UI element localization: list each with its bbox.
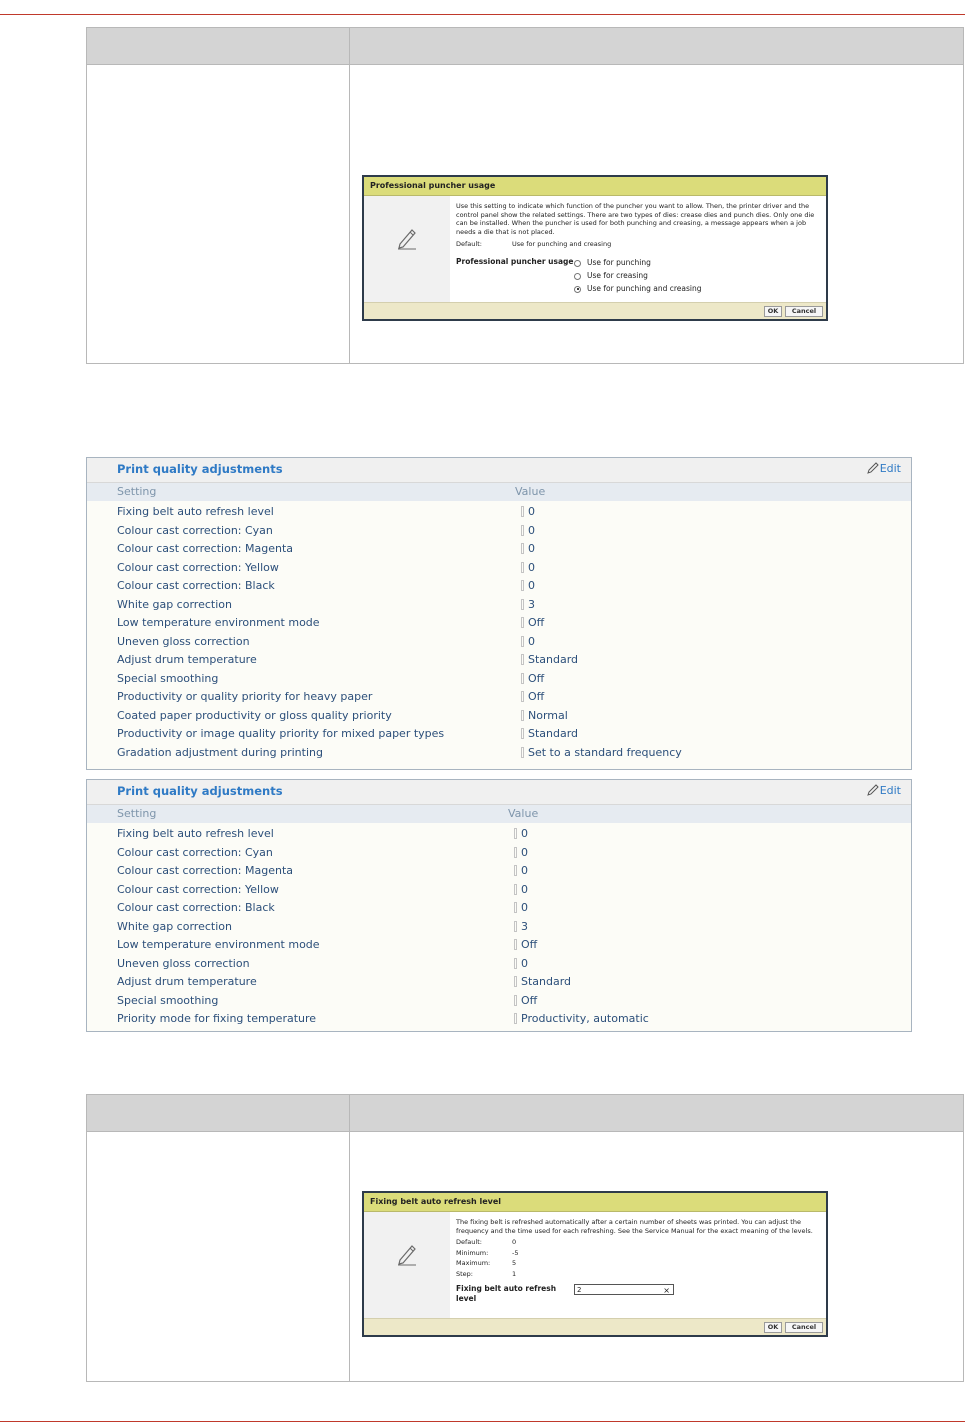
setting-value: 0 (514, 846, 528, 859)
setting-name: Coated paper productivity or gloss quality priority (117, 708, 392, 722)
setting-value: 0 (514, 957, 528, 970)
setting-value: Off (521, 616, 544, 629)
setting-value: Off (521, 672, 544, 685)
doc-table-2 (86, 1094, 964, 1382)
setting-value: 0 (514, 901, 528, 914)
table-row (87, 992, 911, 1011)
table-row (87, 688, 911, 707)
setting-value: Normal (521, 709, 568, 722)
edit-button[interactable]: Edit (866, 461, 901, 475)
table-row (87, 725, 911, 744)
setting-name: Colour cast correction: Magenta (117, 864, 293, 877)
setting-value: Standard (521, 727, 578, 740)
table-row (87, 881, 911, 900)
setting-name: Colour cast correction: Magenta (117, 542, 293, 555)
dialog-description: The fixing belt is refreshed automatically after a certain number of sheets was printed. You can adjust the frequency and the time used for each refreshing. See the Service Manual for the exact meaning of the levels. (456, 1218, 813, 1235)
setting-name: Colour cast correction: Cyan (117, 845, 273, 859)
table-row (87, 522, 911, 541)
fixing-belt-dialog: Fixing belt auto refresh level The fixing belt is refreshed automatically after a certain number of sheets was printed. You can adjust the frequency and the time used for each refreshing. See the Service Manual for the exact meaning of the levels. Default: 0 Minimum: -5 Maximum: 5 Step: 1 Fixing belt auto refresh level 2 × OK Cancel (362, 1191, 828, 1337)
table-row (87, 559, 911, 578)
radio-use-for-creasing[interactable]: Use for creasing (574, 270, 701, 283)
ok-button[interactable]: OK (764, 1322, 782, 1333)
setting-name: Low temperature environment mode (117, 616, 320, 629)
top-rule (0, 14, 965, 15)
setting-value: 0 (521, 635, 535, 648)
setting-value: 0 (514, 864, 528, 877)
value-marker-icon (521, 728, 524, 739)
setting-value: 3 (514, 920, 528, 933)
pencil-icon (866, 783, 880, 797)
doc-table-cell-left (87, 65, 350, 364)
table-row (87, 973, 911, 992)
panel-title: Print quality adjustments (117, 462, 283, 476)
cancel-button[interactable]: Cancel (785, 306, 823, 317)
setting-value: 0 (521, 542, 535, 555)
setting-name: Productivity or image quality priority for mixed paper types (117, 727, 445, 740)
value-marker-icon (514, 921, 517, 932)
setting-value: Standard (521, 653, 578, 666)
edit-button[interactable]: Edit (866, 783, 901, 797)
table-row (87, 707, 911, 726)
value-marker-icon (514, 958, 517, 969)
value-marker-icon (521, 673, 524, 684)
value-marker-icon (521, 506, 524, 517)
setting-name: Fixing belt auto refresh level (117, 827, 274, 840)
table-row (87, 540, 911, 559)
dialog-title: Fixing belt auto refresh level (364, 1193, 826, 1212)
table-row (87, 577, 911, 596)
setting-value: Off (514, 938, 537, 951)
table-row (87, 744, 911, 763)
table-row (87, 1010, 911, 1029)
table-row (87, 862, 911, 881)
setting-name: Colour cast correction: Yellow (117, 882, 279, 896)
value-marker-icon (514, 976, 517, 987)
ok-button[interactable]: OK (764, 306, 782, 317)
setting-value: Off (514, 994, 537, 1007)
setting-value: Set to a standard frequency (521, 746, 682, 759)
puncher-dialog (362, 175, 828, 321)
setting-name: Colour cast correction: Yellow (117, 560, 279, 574)
field-label: Professional puncher usage (456, 256, 574, 266)
table-row (87, 936, 911, 955)
setting-name: Fixing belt auto refresh level (117, 505, 274, 518)
doc-table-cell-right (350, 1132, 963, 1382)
pencil-icon (396, 1242, 418, 1270)
value-marker-icon (521, 543, 524, 554)
table-row (87, 614, 911, 633)
table-row (87, 844, 911, 863)
doc-table-cell-right (350, 65, 963, 364)
value-marker-icon (521, 580, 524, 591)
setting-name: Uneven gloss correction (117, 634, 250, 648)
setting-name: Colour cast correction: Cyan (117, 523, 273, 537)
value-marker-icon (521, 691, 524, 702)
setting-value: 3 (521, 598, 535, 611)
value-marker-icon (521, 599, 524, 610)
table-row (87, 670, 911, 689)
radio-circle-icon[interactable] (574, 260, 581, 267)
table-row (87, 825, 911, 844)
setting-value: 0 (514, 883, 528, 896)
setting-value: Standard (514, 975, 571, 988)
setting-value: 0 (521, 524, 535, 537)
dialog-description: Use this setting to indicate which function of the puncher you want to allow. Then, the printer driver and the control panel show the related settings. There are two types of dies: crease dies and punch dies. Only one die can be installed. When the puncher is used for both punching and creasing, a message appears when a job needs a die that is not placed. (456, 202, 815, 236)
setting-name: Productivity or quality priority for heavy paper (117, 690, 373, 703)
setting-name: Special smoothing (117, 993, 219, 1007)
setting-value: 0 (521, 561, 535, 574)
setting-value: 0 (514, 827, 528, 840)
setting-name: Low temperature environment mode (117, 938, 320, 951)
clear-icon[interactable]: × (663, 1286, 670, 1295)
setting-name: Adjust drum temperature (117, 975, 257, 988)
setting-name: Adjust drum temperature (117, 653, 257, 666)
default-label: Default: (456, 240, 482, 248)
print-quality-panel-2 (86, 779, 912, 1032)
bottom-rule (0, 1421, 965, 1422)
radio-use-for-punching[interactable]: Use for punching (574, 257, 701, 270)
setting-value: Off (521, 690, 544, 703)
table-row (87, 503, 911, 522)
table-row (87, 651, 911, 670)
pencil-icon (396, 226, 418, 254)
table-header: Setting Value (87, 805, 911, 823)
value-marker-icon (521, 525, 524, 536)
value-marker-icon (521, 654, 524, 665)
value-marker-icon (514, 865, 517, 876)
value-marker-icon (514, 828, 517, 839)
table-row (87, 899, 911, 918)
radio-circle-icon[interactable] (574, 273, 581, 280)
setting-value: 0 (521, 579, 535, 592)
value-marker-icon (514, 939, 517, 950)
value-marker-icon (521, 636, 524, 647)
value-marker-icon (514, 995, 517, 1006)
table-row (87, 633, 911, 652)
table-row (87, 596, 911, 615)
table-row (87, 955, 911, 974)
pencil-icon (866, 461, 880, 475)
print-quality-panel-1 (86, 457, 912, 770)
value-marker-icon (514, 1013, 517, 1024)
dialog-title: Professional puncher usage (364, 177, 826, 196)
default-value: Use for punching and creasing (512, 240, 612, 248)
value-marker-icon (521, 562, 524, 573)
value-marker-icon (514, 884, 517, 895)
value-marker-icon (521, 710, 524, 721)
setting-name: White gap correction (117, 919, 232, 933)
setting-name: White gap correction (117, 597, 232, 611)
radio-use-for-punching-and-creasing[interactable]: Use for punching and creasing (574, 283, 701, 296)
value-marker-icon (521, 747, 524, 758)
refresh-level-input[interactable]: 2 × (574, 1284, 674, 1295)
setting-name: Priority mode for fixing temperature (117, 1012, 317, 1025)
doc-table-cell-left (87, 1132, 350, 1382)
panel-title: Print quality adjustments (117, 784, 283, 798)
value-marker-icon (514, 847, 517, 858)
value-marker-icon (514, 902, 517, 913)
table-row (87, 918, 911, 937)
value-marker-icon (521, 617, 524, 628)
field-label: Fixing belt auto refresh level (456, 1284, 557, 1303)
setting-name: Special smoothing (117, 671, 219, 685)
cancel-button[interactable]: Cancel (785, 1322, 823, 1333)
table-header: Setting Value (87, 483, 911, 501)
setting-value: 0 (521, 505, 535, 518)
doc-table-header (87, 1095, 963, 1132)
setting-name: Colour cast correction: Black (117, 901, 275, 914)
doc-table-header (87, 28, 963, 65)
setting-value: Productivity, automatic (514, 1012, 649, 1025)
radio-selected-icon[interactable] (574, 286, 581, 293)
setting-name: Colour cast correction: Black (117, 579, 275, 592)
doc-table-1 (86, 27, 964, 364)
setting-name: Uneven gloss correction (117, 956, 250, 970)
setting-name: Gradation adjustment during printing (117, 745, 323, 759)
